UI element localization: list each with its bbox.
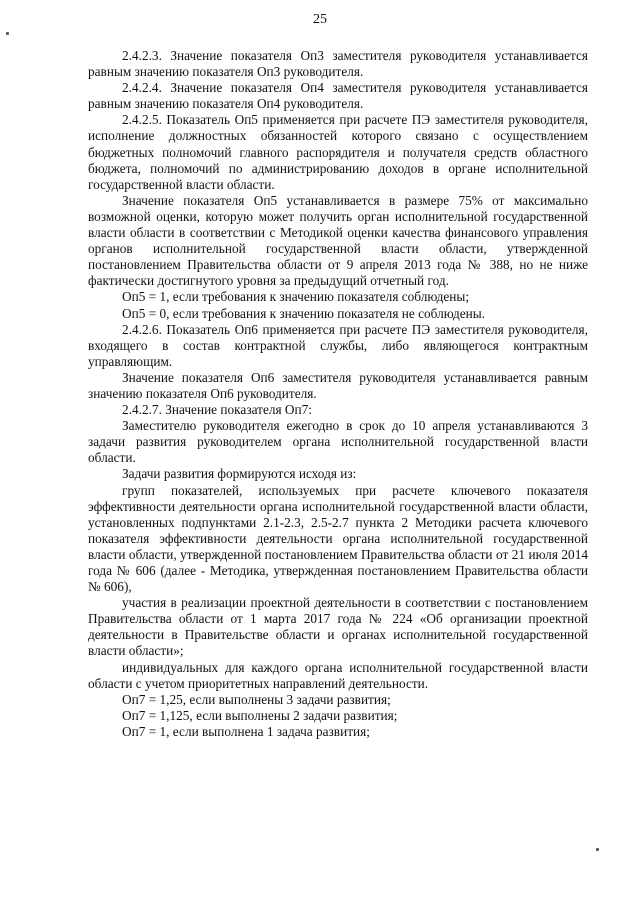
paragraph-development-tasks: Заместителю руководителя ежегодно в срок до 10 апреля устанавливаются 3 задачи развития руководителем органа исполнительной государственной власти области.: [88, 418, 588, 466]
paragraph-2-4-2-3: 2.4.2.3. Значение показателя Оп3 заместителя руководителя устанавливается равным значению показателя Оп3 руководителя.: [88, 48, 588, 80]
paragraph-op7-1: Оп7 = 1, если выполнена 1 задача развития;: [122, 723, 370, 739]
paragraph-op5-value: Значение показателя Оп5 устанавливается в размере 75% от максимально возможной оценки, которую может получить орган исполнительной государственной власти области в соответствии с Методикой оценки качества финансового управления органов исполнительной государственной власти области, утвержденной постановлением Правительства области от 9 апреля 2013 года № 388, но не ниже фактически достигнутого уровня за предыдущий отчетный год.: [88, 192, 588, 289]
paragraph-individual-tasks: индивидуальных для каждого органа исполнительной государственной власти области с учетом приоритетных направлений деятельности.: [88, 659, 588, 691]
paragraph-op5-equals-1: Оп5 = 1, если требования к значению показателя соблюдены;: [122, 289, 470, 305]
paragraph-tasks-basis: Задачи развития формируются исходя из:: [122, 466, 357, 482]
paragraph-op7-1-25: Оп7 = 1,25, если выполнены 3 задачи развития;: [122, 691, 391, 707]
paragraph-op6-value: Значение показателя Оп6 заместителя руководителя устанавливается равным значению показателя Оп6 руководителя.: [88, 369, 588, 401]
paragraph-2-4-2-7: 2.4.2.7. Значение показателя Оп7:: [122, 402, 312, 418]
paragraph-op7-1-125: Оп7 = 1,125, если выполнены 2 задачи развития;: [122, 707, 398, 723]
paragraph-2-4-2-4: 2.4.2.4. Значение показателя Оп4 заместителя руководителя устанавливается равным значению показателя Оп4 руководителя.: [88, 80, 588, 112]
document-body: [88, 48, 588, 740]
paragraph-project-activity: участия в реализации проектной деятельности в соответствии с постановлением Правительства области от 1 марта 2017 года № 224 «Об организации проектной деятельности в Правительстве области и органах исполнительной государственной власти области»;: [88, 595, 588, 659]
scan-speck: [596, 848, 599, 851]
paragraph-2-4-2-5: 2.4.2.5. Показатель Оп5 применяется при расчете ПЭ заместителя руководителя, исполнение должностных обязанностей которого связано с осуществлением бюджетных полномочий главного распорядителя и получателя средств областного бюджета, полномочий по администрированию доходов в органе исполнительной государственной власти области.: [88, 112, 588, 192]
page-number: 25: [313, 12, 327, 27]
scan-speck: [6, 32, 9, 35]
paragraph-2-4-2-6: 2.4.2.6. Показатель Оп6 применяется при расчете ПЭ заместителя руководителя, входящего в состав контрактной службы, либо являющегося контрактным управляющим.: [88, 321, 588, 369]
paragraph-indicator-groups: групп показателей, используемых при расчете ключевого показателя эффективности деятельности органа исполнительной государственной власти области, установленных подпунктами 2.1-2.3, 2.5-2.7 пункта 2 Методики расчета ключевого показателя эффективности деятельности органа исполнительной государственной власти области, утвержденной постановлением Правительства области от 21 июля 2014 года № 606 (далее - Методика, утвержденная постановлением Правительства области № 606),: [88, 482, 588, 595]
paragraph-op5-equals-0: Оп5 = 0, если требования к значению показателя не соблюдены.: [122, 305, 486, 321]
